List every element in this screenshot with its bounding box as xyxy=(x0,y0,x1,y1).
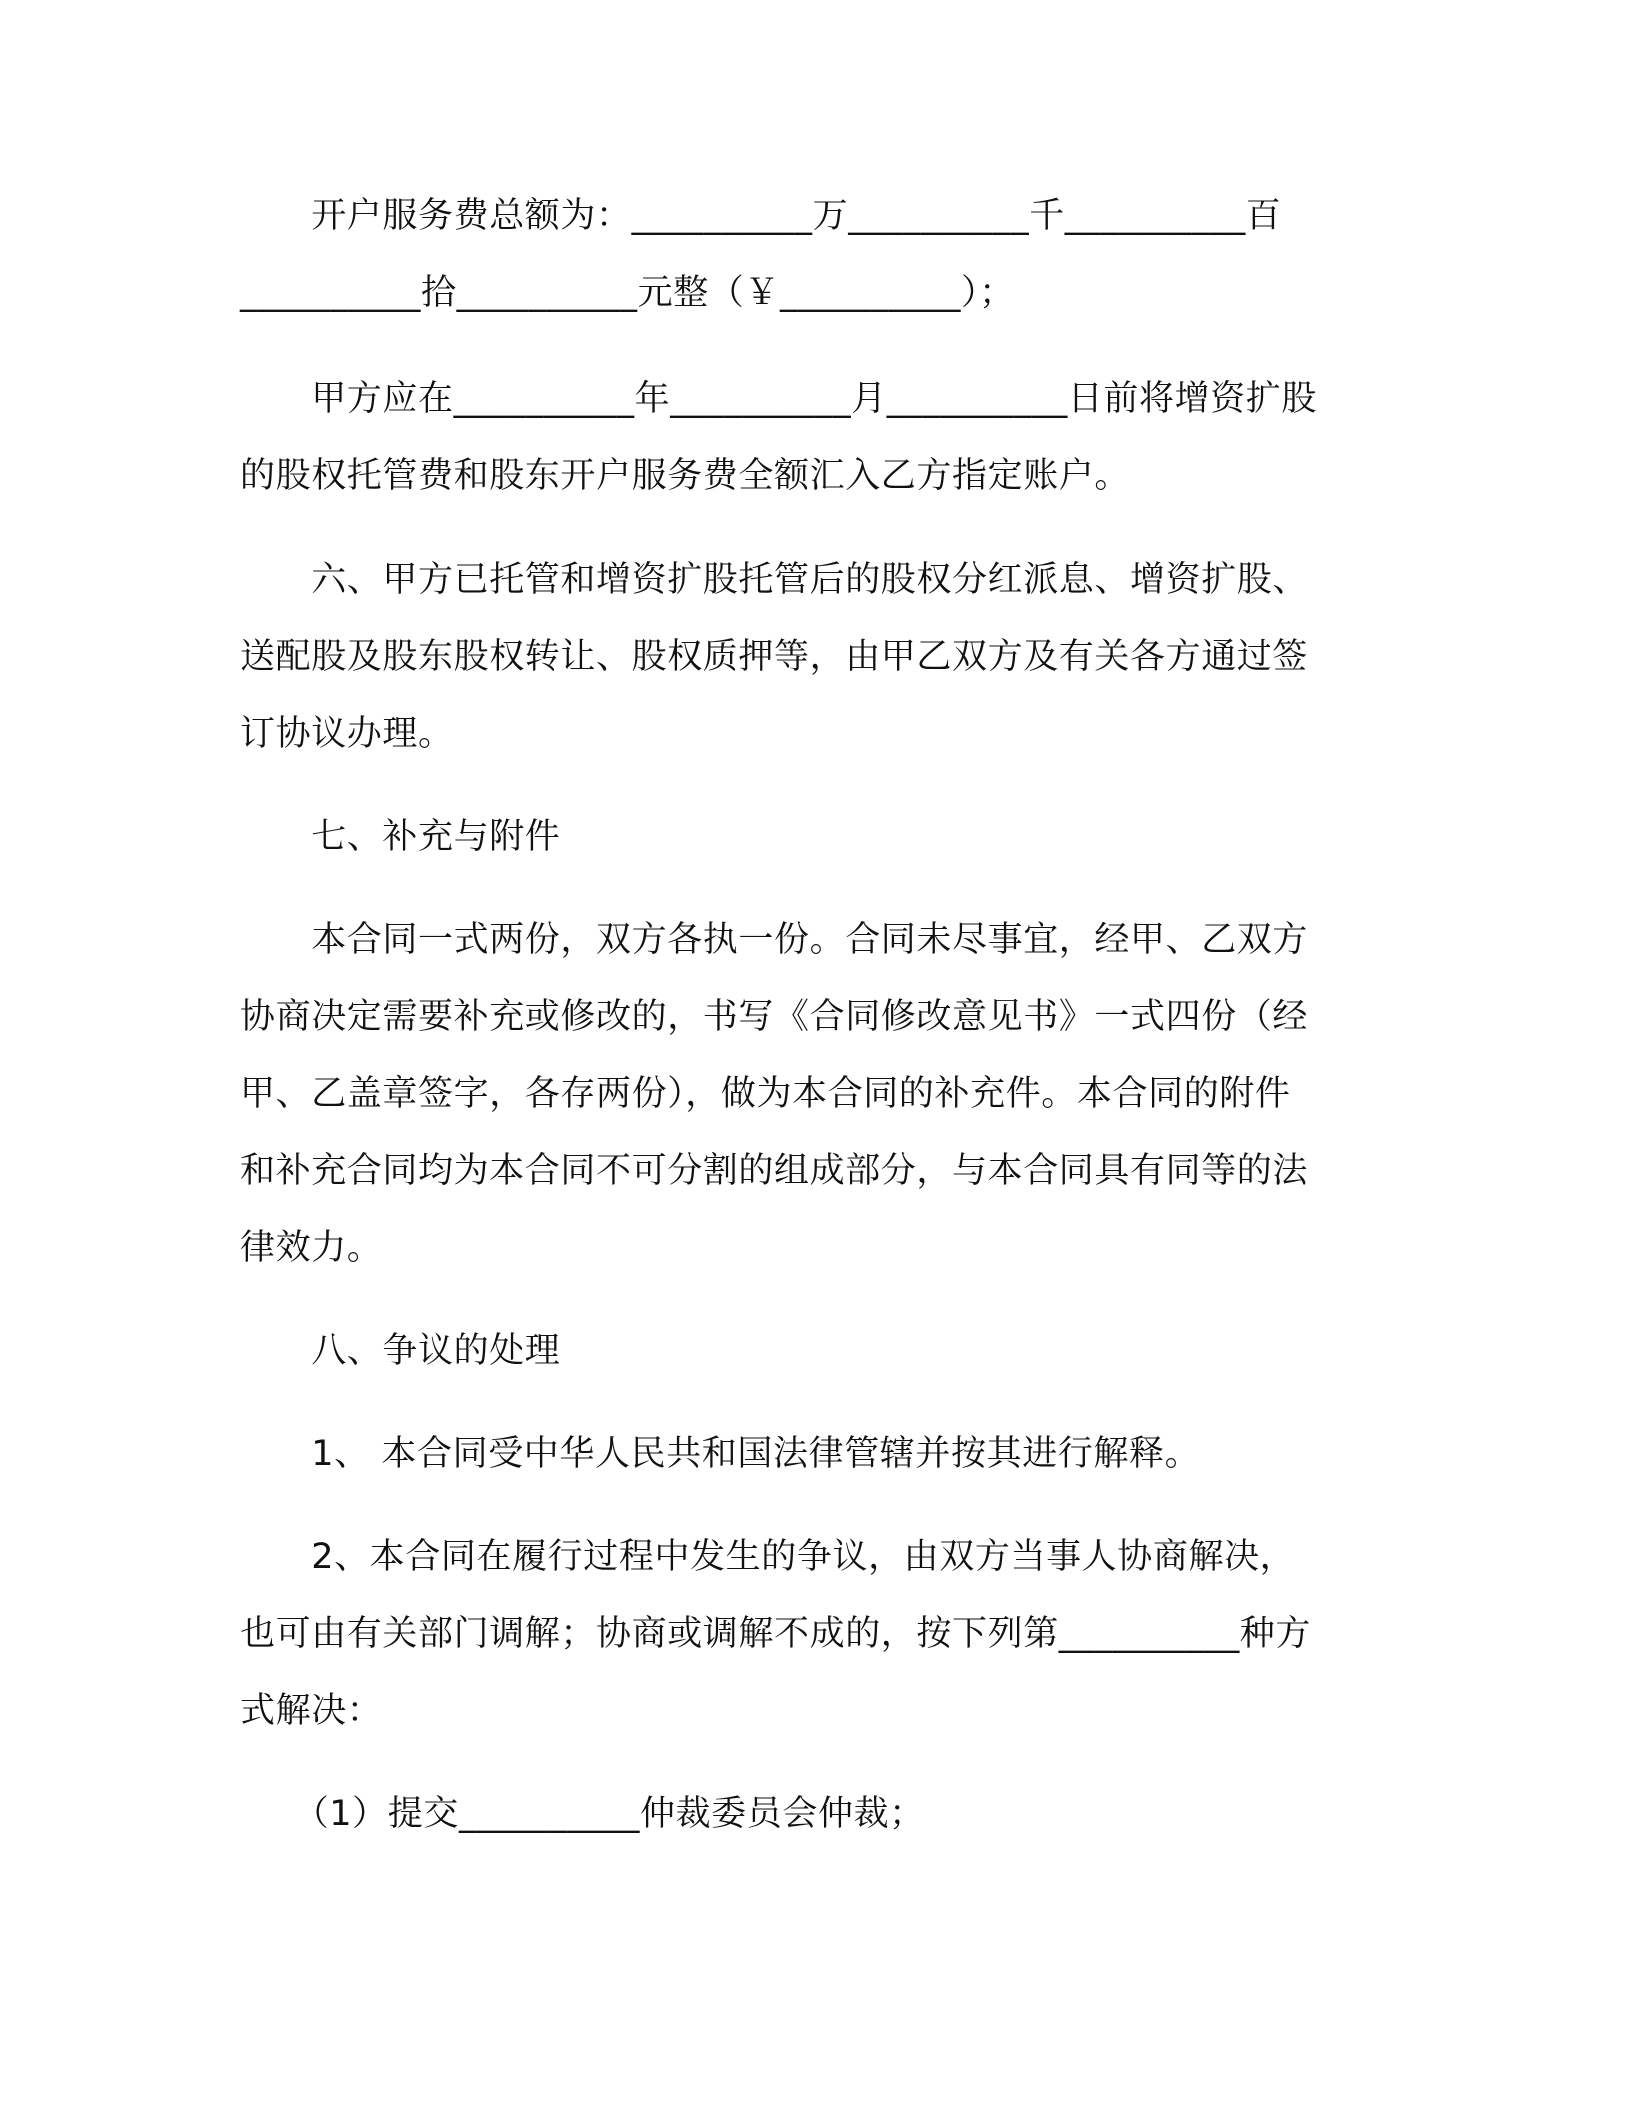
clause-7-line-4: 和补充合同均为本合同不可分割的组成部分，与本合同具有同等的法 xyxy=(240,1151,1309,1191)
clause-6-line-1: 六、甲方已托管和增资扩股托管后的股权分红派息、增资扩股、 xyxy=(240,560,1309,600)
clause-8-heading: 八、争议的处理 xyxy=(240,1331,561,1371)
clause-8-2-line-3: 式解决： xyxy=(240,1691,383,1731)
clause-8-2-option-1-line: （1）提交__________仲裁委员会仲裁； xyxy=(240,1794,925,1834)
clause-7-line-2: 协商决定需要补充或修改的，书写《合同修改意见书》一式四份（经 xyxy=(240,997,1309,1037)
clause-7-heading: 七、补充与附件 xyxy=(240,817,561,857)
clause-7-line-5: 律效力。 xyxy=(240,1228,383,1268)
payment-deadline-line-1: 甲方应在__________年__________月__________日前将增资扩股 xyxy=(240,379,1318,419)
clause-8-2-line-2: 也可由有关部门调解；协商或调解不成的，按下列第__________种方 xyxy=(240,1614,1312,1654)
fee-total-line-2: __________拾__________元整（￥__________）； xyxy=(240,273,1015,313)
payment-deadline-line-2: 的股权托管费和股东开户服务费全额汇入乙方指定账户。 xyxy=(240,456,1131,496)
clause-6-line-3: 订协议办理。 xyxy=(240,714,454,754)
fee-total-line-1: 开户服务费总额为：__________万__________千__________百 xyxy=(240,196,1282,236)
clause-7-line-3: 甲、乙盖章签字，各存两份），做为本合同的补充件。本合同的附件 xyxy=(240,1074,1291,1114)
clause-7-line-1: 本合同一式两份，双方各执一份。合同未尽事宜，经甲、乙双方 xyxy=(240,920,1309,960)
clause-8-1-line: 1、 本合同受中华人民共和国法律管辖并按其进行解释。 xyxy=(240,1434,1201,1474)
clause-8-2-line-1: 2、本合同在履行过程中发生的争议，由双方当事人协商解决， xyxy=(240,1537,1296,1577)
clause-6-line-2: 送配股及股东股权转让、股权质押等，由甲乙双方及有关各方通过签 xyxy=(240,637,1309,677)
